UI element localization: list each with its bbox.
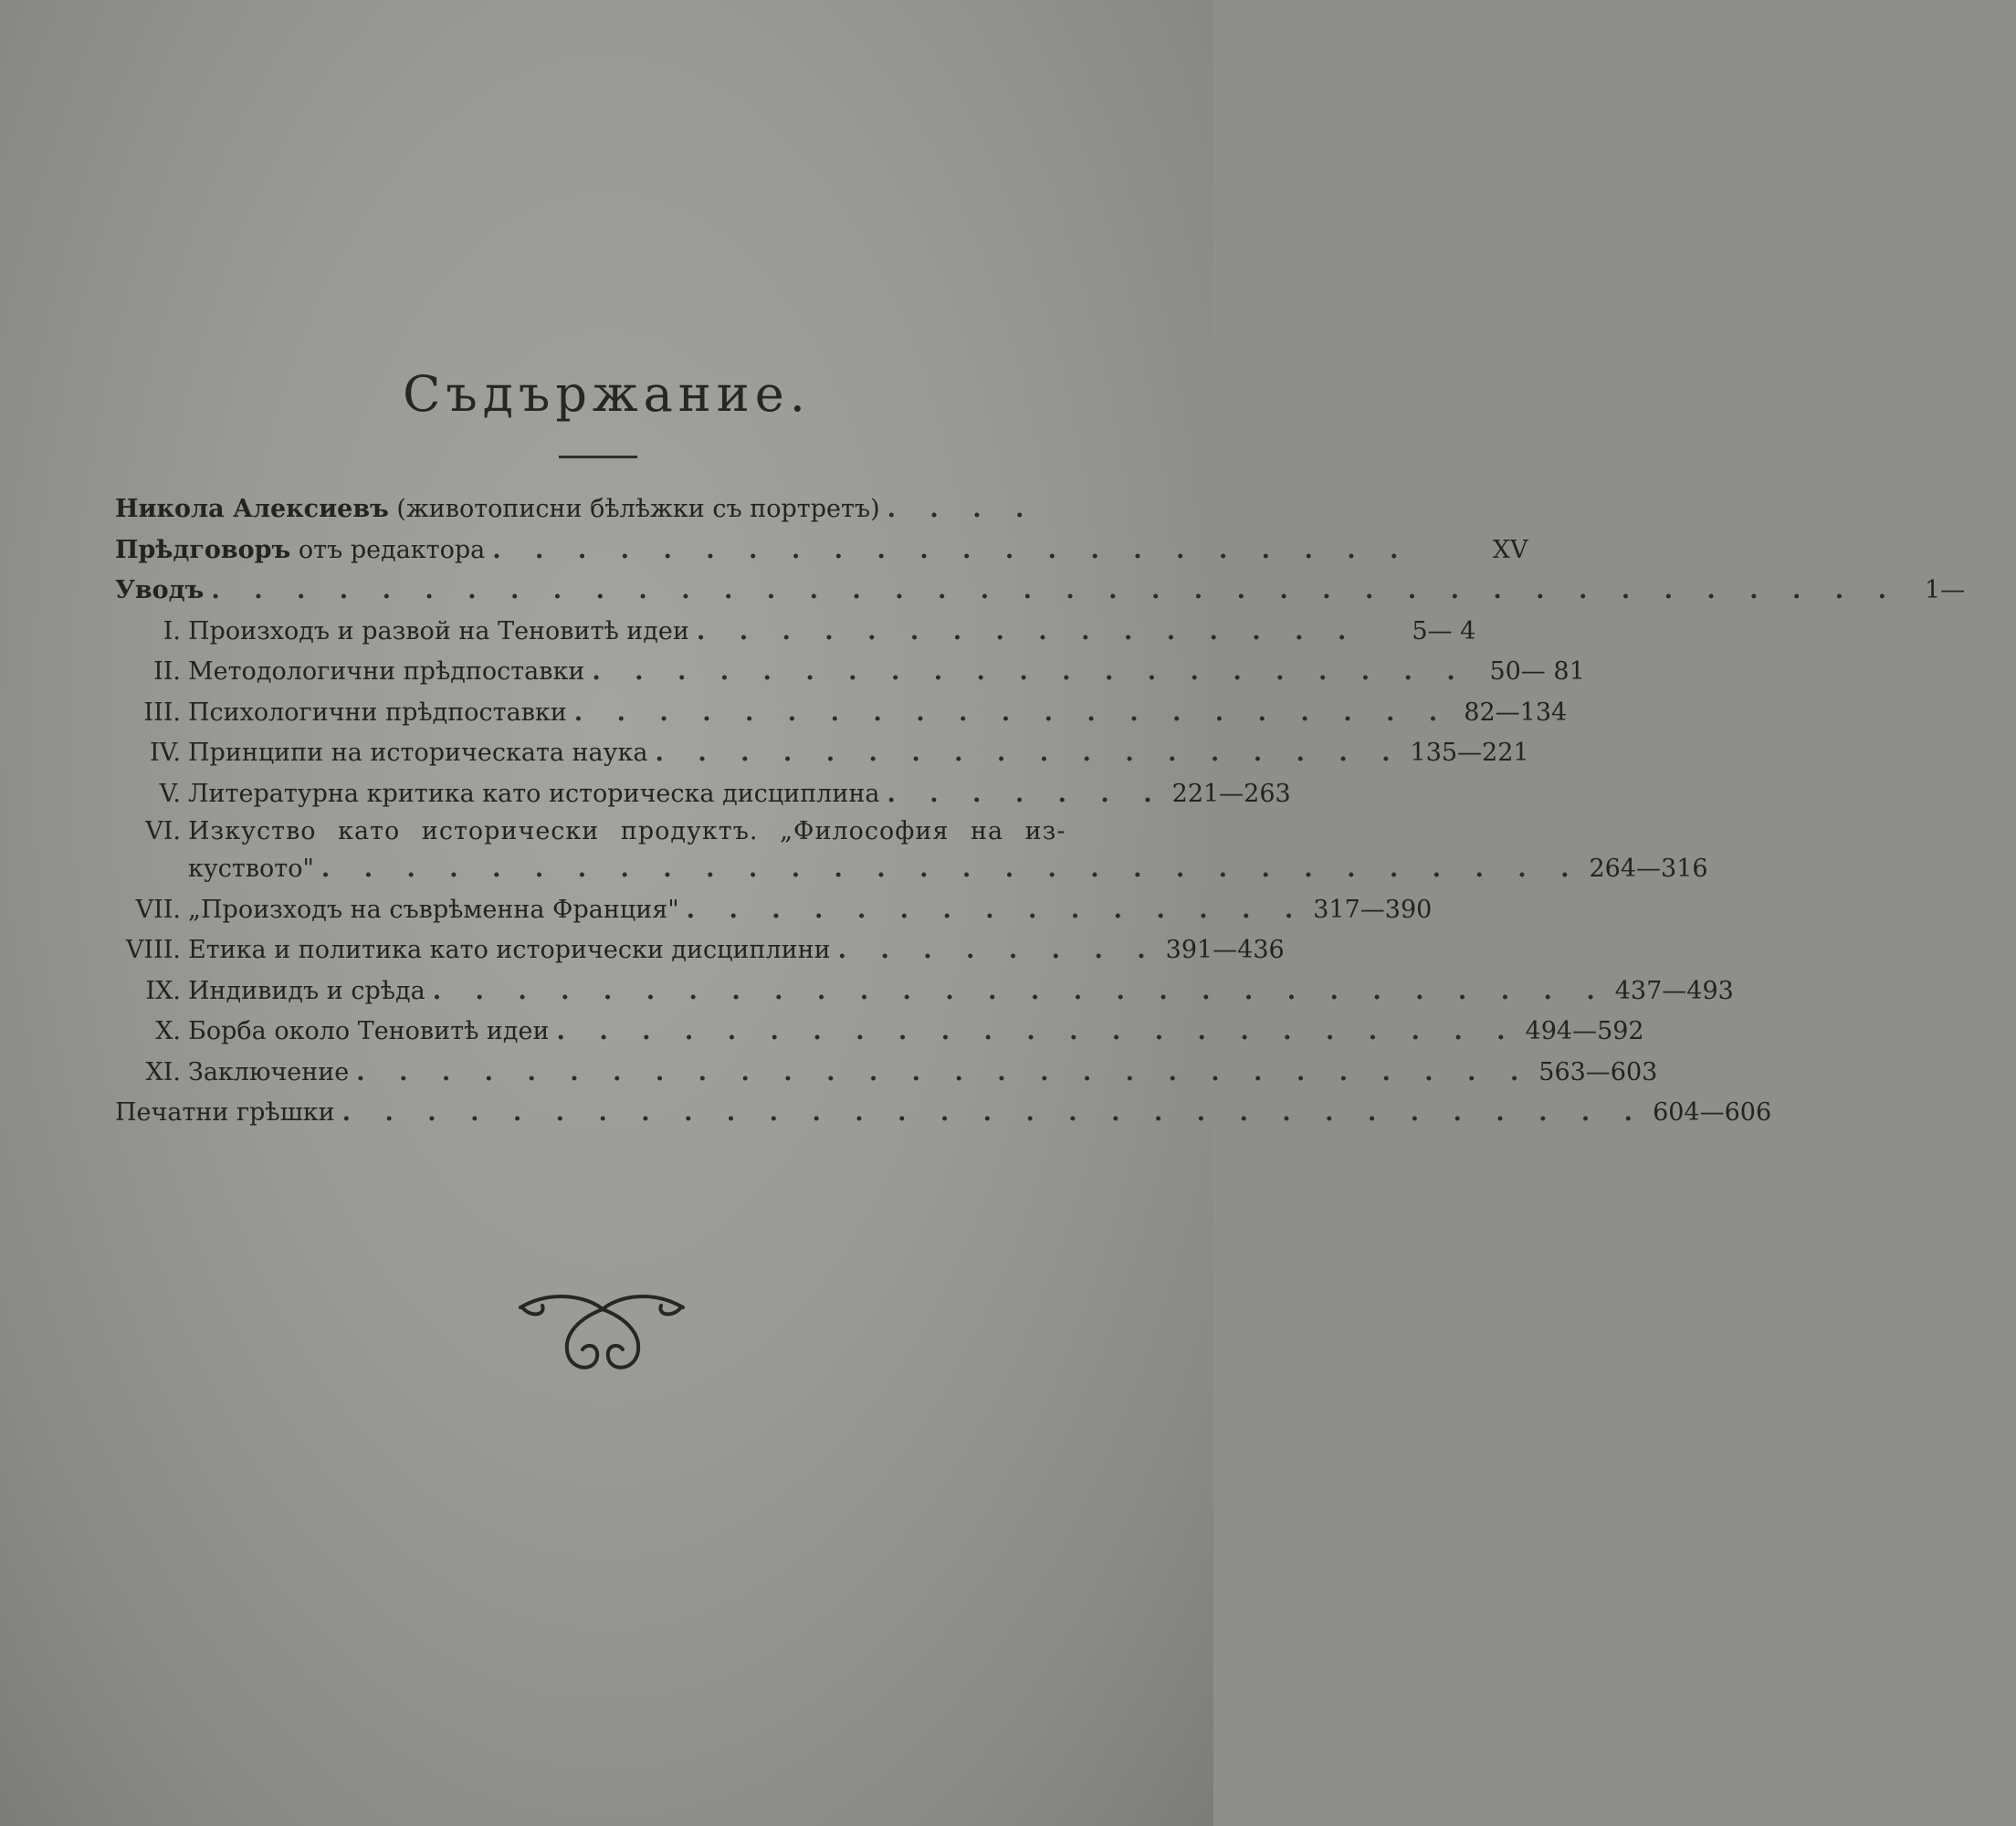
leader-dots: . . . . . . . . . . . . . . . . . . . . . . . . . . . . . . (320, 855, 1582, 883)
toc-entry-title-bold: Уводъ (115, 576, 205, 604)
toc-entry-title: Печатни грѣшки (115, 1098, 335, 1127)
leader-dots: . . . . . . . . . . . . . . . . . . . . . (573, 698, 1451, 727)
toc-entry-pages: 50— 81 (1489, 657, 1585, 686)
toc-entry-number: VII. (135, 895, 181, 924)
toc-entry-pages: 5— 4 (1412, 616, 1476, 645)
decorative-ornament-icon (515, 1287, 688, 1379)
toc-entry (115, 571, 1966, 612)
toc-entry-title-continued: куството" (188, 855, 314, 883)
toc-entry-title: (животописни бѣлѣжки съ портретъ) (388, 495, 880, 523)
toc-entry (115, 652, 1585, 693)
toc-entry-number: I. (163, 616, 181, 645)
toc-entry (115, 774, 1291, 815)
toc-entry (115, 890, 1433, 931)
toc-entry (115, 489, 1097, 530)
toc-entry-number: V. (159, 779, 181, 808)
toc-entry-number: III. (143, 698, 181, 727)
toc-entry-title: „Произходъ на съврѣменна Франция" (188, 895, 679, 924)
toc-entry-pages: 563—603 (1538, 1057, 1658, 1086)
leader-dots: . . . . . . . . . . . . . . . . . . (655, 739, 1403, 767)
toc-entry-title-bold: Прѣдговоръ (115, 535, 291, 564)
toc-entry-pages: 82—134 (1464, 698, 1568, 727)
leader-dots: . . . . . . . . . . . . . . . . . . . . . . (492, 535, 1412, 564)
toc-entry-number: XI. (145, 1057, 181, 1086)
leader-dots: . . . . . . . . . . . . . . . . . . . . . . . . . . . . (432, 976, 1608, 1005)
toc-entry-title: Заключение (188, 1057, 350, 1086)
toc-entry-title: отъ редактора (290, 535, 486, 564)
toc-entry (115, 971, 1734, 1013)
toc-entry-pages: 317—390 (1313, 895, 1433, 924)
toc-entry-title: Методологични прѣдпоставки (188, 657, 585, 686)
table-of-contents (115, 489, 1966, 1134)
toc-entry-number: X. (155, 1017, 181, 1045)
toc-entry-title: Борба около Теновитѣ идеи (188, 1017, 550, 1045)
leader-dots: . . . . . . . . . . . . . . . . . . . . . . . (556, 1017, 1518, 1045)
toc-entry (115, 530, 1528, 572)
toc-entry (115, 612, 1476, 653)
toc-entry-number: IX. (145, 976, 181, 1005)
toc-entry-pages: XV (1492, 535, 1528, 564)
leader-dots: . . . . . . . . (837, 936, 1159, 964)
toc-entry-number: VIII. (125, 936, 181, 964)
leader-dots: . . . . . . . . . . . . . . . . (696, 616, 1360, 645)
page-title: Съдържание. (403, 365, 811, 423)
toc-entry-pages: 437—493 (1614, 976, 1734, 1005)
toc-entry-title: Произходъ и развой на Теновитѣ идеи (188, 616, 689, 645)
leader-dots: . . . . . . . . . . . . . . . . . . . . . . . . . . . . . . . (341, 1098, 1646, 1127)
toc-entry-number: II. (153, 657, 181, 686)
leader-dots: . . . . (887, 495, 1037, 523)
toc-entry-title: Принципи на историческата наука (188, 739, 648, 767)
toc-entry (115, 1012, 1644, 1053)
toc-entry-pages: 1— (1924, 576, 1966, 604)
toc-entry (115, 814, 1097, 849)
toc-entry (115, 733, 1529, 774)
toc-entry-number: VI. (145, 817, 181, 845)
toc-entry-title: Индивидъ и срѣда (188, 976, 425, 1005)
toc-entry (115, 930, 1285, 971)
toc-entry (115, 693, 1568, 734)
toc-entry-pages: 391—436 (1165, 936, 1285, 964)
toc-entry-title: Литературна критика като историческа дисциплина (188, 779, 880, 808)
toc-entry (115, 1053, 1658, 1094)
toc-entry-title-bold: Никола Алексиевъ (115, 495, 389, 523)
toc-entry-title: Етика и политика като исторически дисциплини (188, 936, 831, 964)
toc-entry-number: IV. (149, 739, 181, 767)
toc-entry-pages: 221—263 (1171, 779, 1291, 808)
leader-dots: . . . . . . . . . . . . . . . . . . . . . . . . . . . . . . . . . . . . . . . . (211, 576, 1899, 604)
toc-entry-pages: 494—592 (1525, 1017, 1644, 1045)
toc-entry-pages: 604—606 (1653, 1098, 1772, 1127)
title-underline (559, 456, 637, 458)
leader-dots: . . . . . . . . . . . . . . . . . . . . . (592, 657, 1468, 686)
leader-dots: . . . . . . . . . . . . . . . (686, 895, 1307, 924)
leader-dots: . . . . . . . . . . . . . . . . . . . . . . . . . . . . (356, 1057, 1532, 1086)
toc-entry-title: Психологични прѣдпоставки (188, 698, 567, 727)
toc-entry-title: Изкуство като исторически продуктъ. „Философия на из- (188, 817, 1066, 845)
toc-entry-continuation (115, 849, 1708, 890)
leader-dots: . . . . . . . (887, 779, 1165, 808)
toc-entry (115, 1093, 1772, 1134)
toc-entry-pages: 135—221 (1410, 739, 1529, 767)
toc-entry-pages: 264—316 (1589, 855, 1708, 883)
